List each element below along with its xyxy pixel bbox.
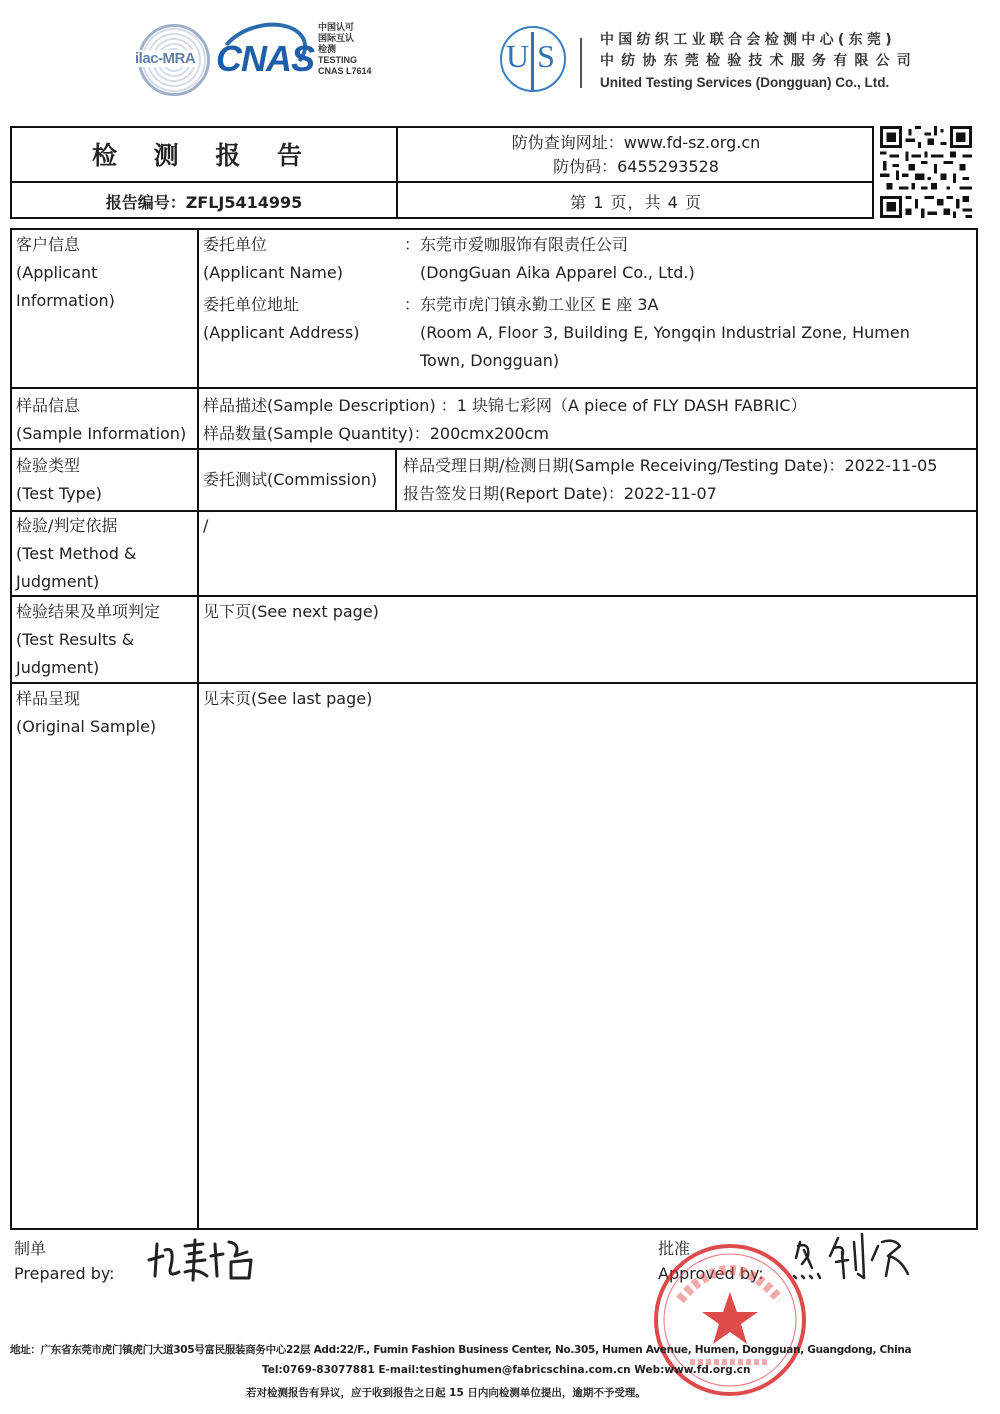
applicant-name-value: ：东莞市爱咖服饰有限责任公司 (DongGuan Aika Apparel Co., Ltd.) bbox=[404, 235, 695, 282]
uts-logo: US bbox=[500, 22, 566, 102]
prepared-by-label: Prepared by: bbox=[14, 1264, 115, 1283]
official-seal-stamp bbox=[650, 1240, 810, 1400]
cnas-logo: CNAS bbox=[212, 24, 312, 86]
organization-name: 中国纺织工业联合会检测中心(东莞) 中纺协东莞检验技术服务有限公司 United Testing Services (Dongguan) Co., Ltd. bbox=[600, 32, 918, 90]
test-results-value: 见下页(See next page) bbox=[203, 602, 379, 621]
footer-notice: 若对检测报告有异议，应于收到报告之日起 15 日内向检测单位提出，逾期不予受理。 bbox=[246, 1387, 646, 1399]
page-indicator: 第 1 页，共 4 页 bbox=[570, 193, 702, 212]
approved-by-label: Approved by: bbox=[658, 1264, 764, 1283]
sample-info-label: 样品信息 (Sample Information) bbox=[16, 396, 187, 443]
approved-by-label-cn: 批准 bbox=[658, 1239, 691, 1258]
test-dates: 样品受理日期/检测日期(Sample Receiving/Testing Date)：2022-11-05 报告签发日期(Report Date)：2022-11-07 bbox=[403, 456, 938, 503]
preparer-signature bbox=[145, 1232, 265, 1288]
ilac-mra-logo: ilac-MRA bbox=[132, 24, 214, 96]
cnas-accreditation-text: 中国认可 国际互认 检测 TESTING CNAS L7614 bbox=[318, 22, 372, 76]
applicant-name-label: 委托单位 (Applicant Name) bbox=[203, 235, 343, 282]
header-divider bbox=[580, 38, 582, 88]
report-number: 报告编号：ZFLJ5414995 bbox=[105, 193, 303, 212]
test-results-label: 检验结果及单项判定 (Test Results & Judgment) bbox=[16, 602, 161, 677]
qr-code-icon[interactable] bbox=[880, 126, 972, 218]
applicant-address-value: ：东莞市虎门镇永勤工业区 E 座 3A (Room A, Floor 3, Building E, Yongqin Industrial Zone, Humen Town, Dongguan) bbox=[404, 295, 910, 370]
original-sample-label: 样品呈现 (Original Sample) bbox=[16, 689, 157, 736]
report-title-box bbox=[10, 126, 874, 219]
test-method-label: 检验/判定依据 (Test Method & Judgment) bbox=[16, 516, 137, 591]
report-header bbox=[0, 10, 1000, 110]
sample-info-value: 样品描述(Sample Description) ：1 块锦七彩网（A piece of FLY DASH FABRIC） 样品数量(Sample Quantity)：200cmx200cm bbox=[203, 396, 807, 443]
original-sample-value: 见末页(See last page) bbox=[203, 689, 373, 708]
test-method-value: / bbox=[203, 516, 209, 535]
client-info-label: 客户信息 (Applicant Information) bbox=[16, 235, 115, 310]
prepared-by-label-cn: 制单 bbox=[14, 1239, 47, 1258]
anti-fake-info: 防伪查询网址：www.fd-sz.org.cn 防伪码：6455293528 bbox=[511, 133, 761, 176]
test-type-value: 委托测试(Commission) bbox=[203, 470, 378, 489]
footer-contact: Tel:0769-83077881 E-mail:testinghumen@fabricschina.com.cn Web:www.fd.org.cn bbox=[262, 1364, 751, 1376]
report-info-table bbox=[10, 228, 978, 1230]
applicant-address-label: 委托单位地址 (Applicant Address) bbox=[203, 295, 360, 342]
page-title: 检 测 报 告 bbox=[91, 141, 317, 170]
test-type-label: 检验类型 (Test Type) bbox=[16, 456, 102, 503]
footer-address: 地址：广东省东莞市虎门镇虎门大道305号富民服装商务中心22层 Add:22/F., Fumin Fashion Business Center, No.305, Humen Avenue, Humen, Dongguan, Guangdong, China bbox=[10, 1344, 912, 1356]
